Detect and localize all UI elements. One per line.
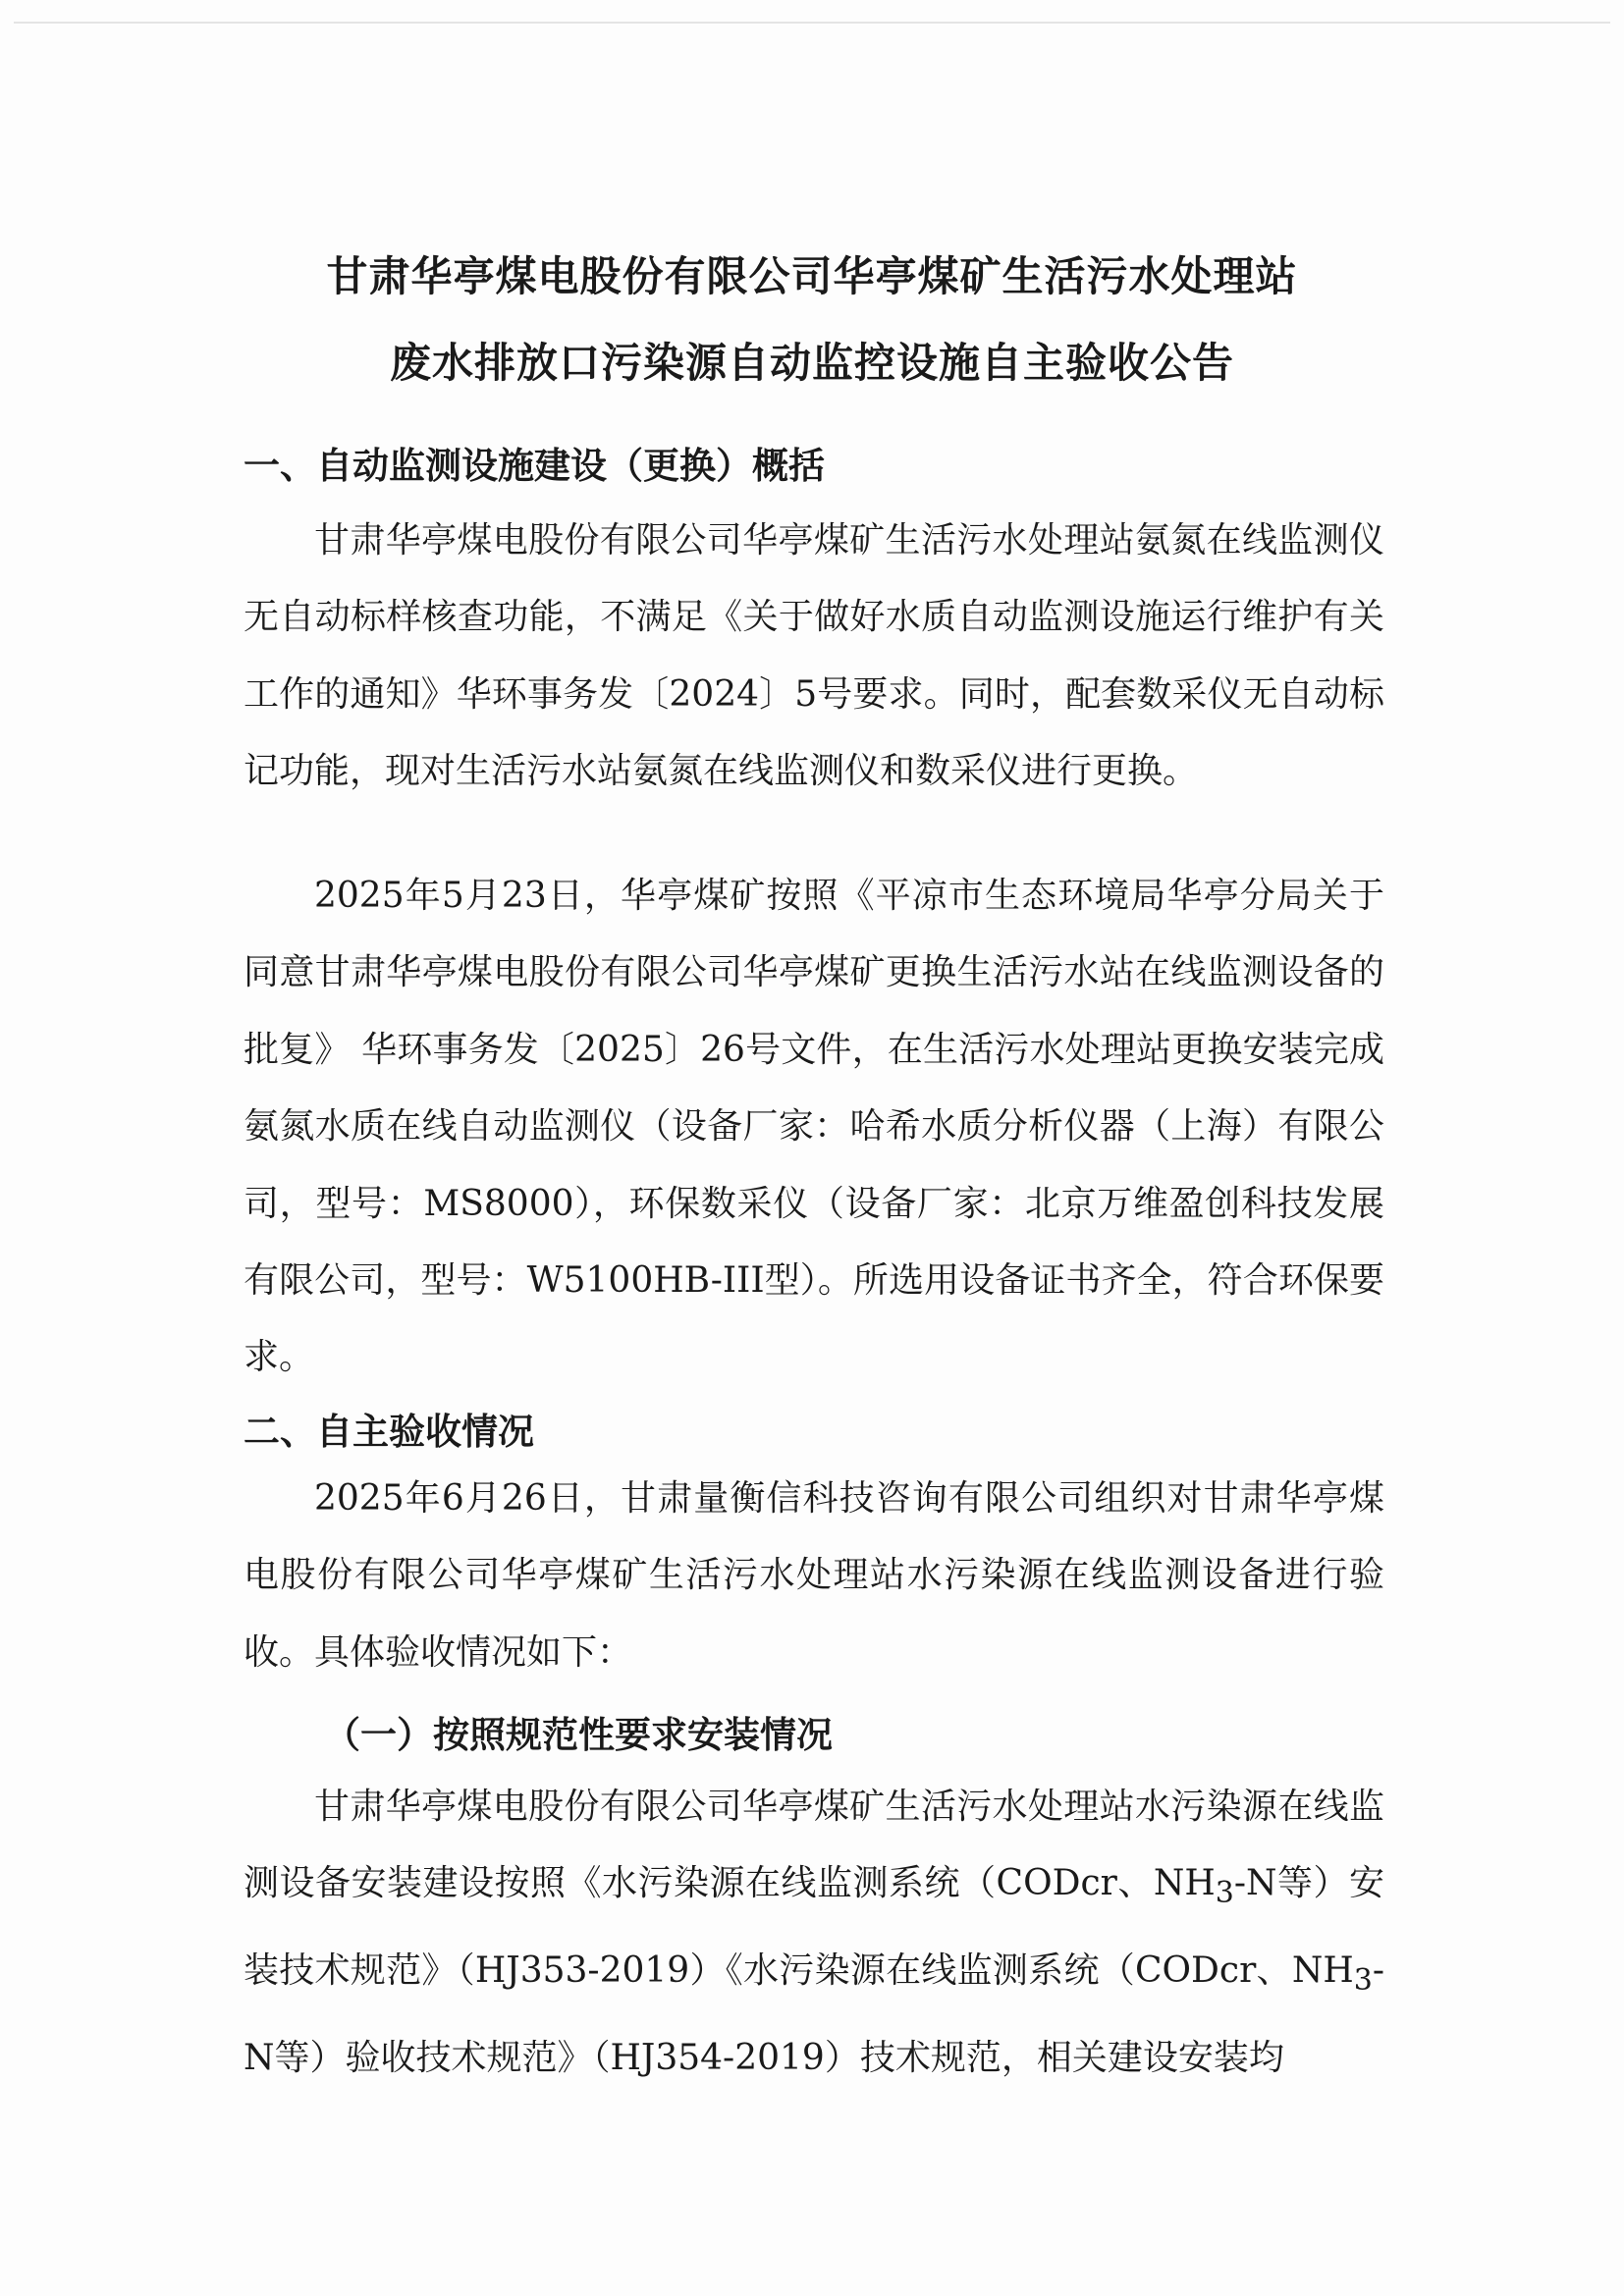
subsection-1-heading: （一）按照规范性要求安装情况 (324, 1714, 833, 1756)
paragraph-text-part-1: 甘肃华亭煤电股份有限公司华亭煤矿生活污水处理站水污染源在线监测设备安装建设按照《水污染源在线监测系统（CODcr、NH (244, 1787, 1384, 1904)
section-1-paragraph-1: 甘肃华亭煤电股份有限公司华亭煤矿生活污水处理站氨氮在线监测仪无自动标样核查功能，不满足《关于做好水质自动监测设施运行维护有关工作的通知》华环事务发〔2024〕5号要求。同时，配套数采仪无自动标记功能，现对生活污水站氨氮在线监测仪和数采仪进行更换。 (244, 520, 1384, 792)
section-1-paragraph-2: 2025年5月23日，华亭煤矿按照《平凉市生态环境局华亭分局关于同意甘肃华亭煤电股份有限公司华亭煤矿更换生活污水站在线监测设备的批复》 华环事务发〔2025〕26号文件，在生活污水处理站更换安装完成氨氮水质在线自动监测仪（设备厂家：哈希水质分析仪器（上海）有限公司，型号：MS8000），环保数采仪（设备厂家：北京万维盈创科技发展有限公司，型号：W5100HB-III型）。所选用设备证书齐全，符合环保要求。 (244, 876, 1384, 1378)
section-2-paragraph-1: 2025年6月26日，甘肃量衡信科技咨询有限公司组织对甘肃华亭煤电股份有限公司华亭煤矿生活污水处理站水污染源在线监测设备进行验收。具体验收情况如下： (244, 1478, 1384, 1673)
document-title-line-2: 废水排放口污染源自动监控设施自主验收公告 (389, 339, 1234, 387)
paragraph-text-part-3: -N等）验收技术规范》（HJ354-2019）技术规范，相关建设安装均 (244, 1950, 1384, 2078)
document-title-line-1: 甘肃华亭煤电股份有限公司华亭煤矿生活污水处理站 (326, 252, 1298, 300)
subscript-3: 3 (1215, 1876, 1234, 1911)
subscript-3: 3 (1353, 1963, 1373, 1999)
scan-top-edge (14, 22, 1610, 24)
paragraph-text-part-2: -N等）安装技术规范》（HJ353-2019）《水污染源在线监测系统（CODcr、NH (244, 1863, 1384, 1991)
section-2-heading: 二、自主验收情况 (244, 1411, 534, 1453)
section-2-paragraph-2 (244, 1769, 1384, 2097)
section-1-heading: 一、自动监测设施建设（更换）概括 (244, 445, 825, 487)
